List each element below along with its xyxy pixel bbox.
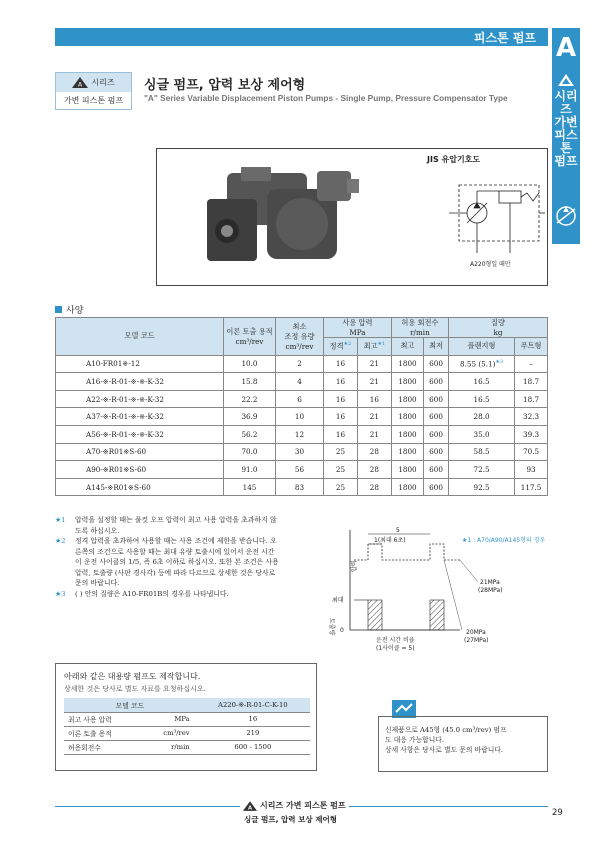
large-cell-unit: cm³/rev	[142, 726, 195, 740]
table-cell-model: A16-※-R-01-※-※-K-32	[56, 373, 224, 391]
large-model-value: A220-※-R-01-C-K-10	[196, 698, 310, 712]
table-cell-minflow: 4	[276, 373, 324, 391]
table-cell-flange: 35.0	[448, 425, 514, 443]
label-28mpa: (28MPa)	[478, 587, 503, 594]
table-cell-model: A37-※-R-01-※-※-K-32	[56, 408, 224, 426]
table-cell-flange: 16.5	[448, 390, 514, 408]
series-logo-icon	[72, 77, 88, 88]
col-speed: 허용 회전수 r/min	[391, 318, 448, 338]
col-model: 모델 코드	[56, 318, 224, 356]
table-cell-minflow: 56	[276, 461, 324, 479]
note-text: 정격 압력을 초과하여 사용할 때는 사용 조건에 제한을 받습니다. 오른쪽의 조건으로 사용할 때는 최대 유량 토출시에 있어서 운전 시간이 운전 사이클의 1/5, 즉 6초 이하로 하십시오. 또한 본 조건은 사용 압력, 토출량 (사판 경사각) 등에 따라 다르므로 상세한 것은 당사로 문의 바랍니다.	[75, 537, 279, 587]
table-cell-mins: 600	[424, 390, 449, 408]
note-text: 압력을 설정할 때는 풀컷 오프 압력이 최고 사용 압력을 초과하지 않도록 하십시오.	[75, 516, 277, 535]
series-subtitle: 가변 피스톤 펌프	[63, 96, 124, 105]
large-cell-unit: r/min	[142, 740, 195, 754]
table-cell-rated: 25	[324, 478, 358, 496]
table-cell-mins: 600	[424, 373, 449, 391]
svg-text:A: A	[78, 81, 83, 88]
table-cell-rated: 25	[324, 443, 358, 461]
new-product-note	[378, 716, 548, 772]
col-pressure: 사용 압력 MPa	[324, 318, 392, 338]
table-cell-flange: 72.5	[448, 461, 514, 479]
table-cell-model: A70-※R01※S-60	[56, 443, 224, 461]
section-heading	[55, 303, 83, 316]
table-cell-mins: 600	[424, 443, 449, 461]
side-tab	[552, 28, 580, 244]
label-21mpa: 21MPa	[480, 579, 500, 586]
large-pump-table	[64, 698, 310, 755]
table-cell-disp: 91.0	[224, 461, 276, 479]
table-row	[56, 373, 548, 391]
table-cell-maxs: 1800	[391, 355, 423, 373]
table-cell-mins: 600	[424, 478, 449, 496]
new-note-line: 신제품으로 A45형 (45.0 cm³/rev) 펌프	[385, 726, 507, 734]
table-cell-maxp: 16	[357, 390, 391, 408]
large-cell-label: 최고 사용 압력	[64, 712, 142, 726]
note-text: ( ) 안의 질량은 A10-FR01B의 경우를 나타냅니다.	[75, 589, 229, 598]
table-cell-flange: 58.5	[448, 443, 514, 461]
jis-symbol-title: JIS 유압기호도	[427, 155, 481, 164]
col-foot: 푸트형	[515, 338, 548, 356]
label-pressure: 압력	[351, 560, 358, 572]
diagram-note: ★1 : A70/A90/A145형의 경우	[462, 537, 546, 544]
footer-title-text: 시리즈 가변 피스톤 펌프	[260, 801, 346, 810]
col-mass: 질량 kg	[448, 318, 547, 338]
table-cell-minflow: 83	[276, 478, 324, 496]
table-cell-maxp: 21	[357, 425, 391, 443]
table-cell-maxs: 1800	[391, 461, 423, 479]
col-min-speed: 최저	[424, 338, 449, 356]
table-cell-mins: 600	[424, 355, 449, 373]
table-cell-disp: 22.2	[224, 390, 276, 408]
large-cell-value: 16	[196, 712, 310, 726]
col-min-flow: 최소 조정 유량 cm³/rev	[276, 318, 324, 356]
table-cell-minflow: 12	[276, 425, 324, 443]
category-title: 피스톤 펌프	[473, 31, 536, 45]
table-cell-maxp: 21	[357, 355, 391, 373]
note-item	[55, 515, 280, 536]
table-cell-flange: 8.55 $(5.1)^{★3}$	[448, 355, 514, 373]
table-cell-model: A56-※-R-01-※-※-K-32	[56, 425, 224, 443]
label-27mpa: (27MPa)	[464, 637, 489, 644]
page-title: 싱글 펌프, 압력 보상 제어형	[144, 78, 306, 93]
table-cell-disp: 145	[224, 478, 276, 496]
table-cell-mins: 600	[424, 408, 449, 426]
series-box	[55, 72, 132, 110]
note-marker: ★2	[55, 537, 66, 545]
table-row	[56, 478, 548, 496]
table-row	[64, 740, 310, 754]
large-cell-label: 이론 토출 용적	[64, 726, 142, 740]
table-cell-rated: 16	[324, 355, 358, 373]
large-pump-heading: 아래와 같은 대용량 펌프도 제작합니다.	[64, 672, 201, 681]
table-cell-maxp: 28	[357, 478, 391, 496]
table-cell-mins: 600	[424, 425, 449, 443]
table-cell-rated: 16	[324, 425, 358, 443]
label-time-ratio: 운전 시간 비율	[376, 637, 415, 644]
jis-symbol-caption: A220형일 때만	[470, 261, 511, 268]
dim-label-5: 5	[396, 527, 400, 534]
table-cell-flange: 92.5	[448, 478, 514, 496]
page-title-english: "A" Series Variable Displacement Piston Pumps - Single Pump, Pressure Compensator Type	[144, 93, 508, 103]
table-cell-minflow: 30	[276, 443, 324, 461]
label-cycle: (1사이클 = 5)	[376, 645, 415, 652]
table-row	[56, 425, 548, 443]
series-label: 시리즈	[91, 78, 115, 87]
table-cell-maxs: 1800	[391, 443, 423, 461]
large-cell-value: 600 - 1500	[196, 740, 310, 754]
table-cell-foot: 39.3	[515, 425, 548, 443]
table-cell-mins: 600	[424, 461, 449, 479]
table-cell-maxs: 1800	[391, 390, 423, 408]
notes-list	[55, 515, 280, 599]
table-cell-maxp: 28	[357, 461, 391, 479]
footer-title	[240, 800, 349, 811]
table-cell-minflow: 2	[276, 355, 324, 373]
large-pump-subtext: 상세한 것은 당사로 별도 자료를 요청하십시오.	[64, 685, 206, 693]
section-heading-text: 사양	[66, 306, 84, 316]
table-row	[64, 726, 310, 740]
table-cell-rated: 16	[324, 373, 358, 391]
table-cell-rated: 16	[324, 408, 358, 426]
table-row	[64, 712, 310, 726]
table-cell-foot: –	[515, 355, 548, 373]
table-cell-maxp: 21	[357, 373, 391, 391]
table-cell-maxp: 21	[357, 408, 391, 426]
duty-cycle-diagram	[310, 520, 550, 655]
large-cell-value: 219	[196, 726, 310, 740]
table-cell-flange: 16.5	[448, 373, 514, 391]
svg-text:A: A	[247, 805, 253, 811]
side-text: 시리즈 가변 피스톤 펌프	[554, 89, 578, 168]
table-cell-maxs: 1800	[391, 478, 423, 496]
new-note-line: 도 대응 가능합니다.	[385, 736, 445, 744]
table-cell-disp: 56.2	[224, 425, 276, 443]
large-col-model: 모델 코드	[64, 698, 196, 712]
large-cell-unit: MPa	[142, 712, 195, 726]
table-cell-disp: 36.9	[224, 408, 276, 426]
label-20mpa: 20MPa	[466, 629, 486, 636]
page-number: 29	[552, 808, 563, 818]
large-pump-box	[55, 663, 317, 771]
table-cell-disp: 70.0	[224, 443, 276, 461]
table-cell-flange: 28.0	[448, 408, 514, 426]
table-cell-foot: 18.7	[515, 390, 548, 408]
new-note-line: 상세 사항은 당사로 별도 문의 바랍니다.	[385, 746, 504, 754]
table-cell-maxs: 1800	[391, 408, 423, 426]
table-cell-maxs: 1800	[391, 373, 423, 391]
spec-table	[55, 317, 548, 496]
table-cell-model: A145-※R01※S-60	[56, 478, 224, 496]
table-cell-model: A10-FR01※-12	[56, 355, 224, 373]
table-cell-rated: 16	[324, 390, 358, 408]
label-max: 최대	[332, 597, 344, 604]
col-displacement: 이론 토출 용적 cm³/rev	[224, 318, 276, 356]
bullet-square-icon	[55, 306, 62, 313]
label-zero: 0	[340, 627, 344, 634]
note-marker: ★1	[55, 516, 66, 524]
table-row	[56, 390, 548, 408]
table-cell-maxs: 1800	[391, 425, 423, 443]
dim-label-1: 1(최대 6초)	[374, 537, 406, 544]
table-cell-minflow: 10	[276, 408, 324, 426]
table-row	[56, 408, 548, 426]
pump-symbol-icon	[554, 204, 578, 228]
note-item	[55, 589, 280, 600]
table-row	[56, 461, 548, 479]
col-flange: 플랜지형	[448, 338, 514, 356]
label-flow: 토출량	[328, 618, 335, 636]
table-cell-disp: 10.0	[224, 355, 276, 373]
series-logo-icon	[243, 801, 257, 811]
table-cell-rated: 25	[324, 461, 358, 479]
table-cell-minflow: 6	[276, 390, 324, 408]
table-cell-foot: 18.7	[515, 373, 548, 391]
series-logo-icon	[558, 74, 574, 86]
table-cell-maxp: 28	[357, 443, 391, 461]
table-cell-foot: 70.5	[515, 443, 548, 461]
col-rated: 정격$^{★2}$	[324, 338, 358, 356]
table-cell-disp: 15.8	[224, 373, 276, 391]
table-cell-foot: 93	[515, 461, 548, 479]
header-band	[55, 28, 548, 46]
table-row	[56, 355, 548, 373]
col-max-pressure: 최고$^{★1}$	[357, 338, 391, 356]
table-cell-model: A90-※R01※S-60	[56, 461, 224, 479]
table-row	[56, 443, 548, 461]
table-cell-foot: 32.3	[515, 408, 548, 426]
large-cell-label: 허용회전수	[64, 740, 142, 754]
col-max-speed: 최고	[391, 338, 423, 356]
side-letter: A	[552, 28, 580, 68]
table-cell-model: A22-※-R-01-※-※-K-32	[56, 390, 224, 408]
note-item	[55, 536, 280, 589]
footer-subtitle: 싱글 펌프, 압력 보상 제어형	[244, 815, 337, 824]
table-cell-foot: 117.5	[515, 478, 548, 496]
note-marker: ★3	[55, 589, 66, 598]
